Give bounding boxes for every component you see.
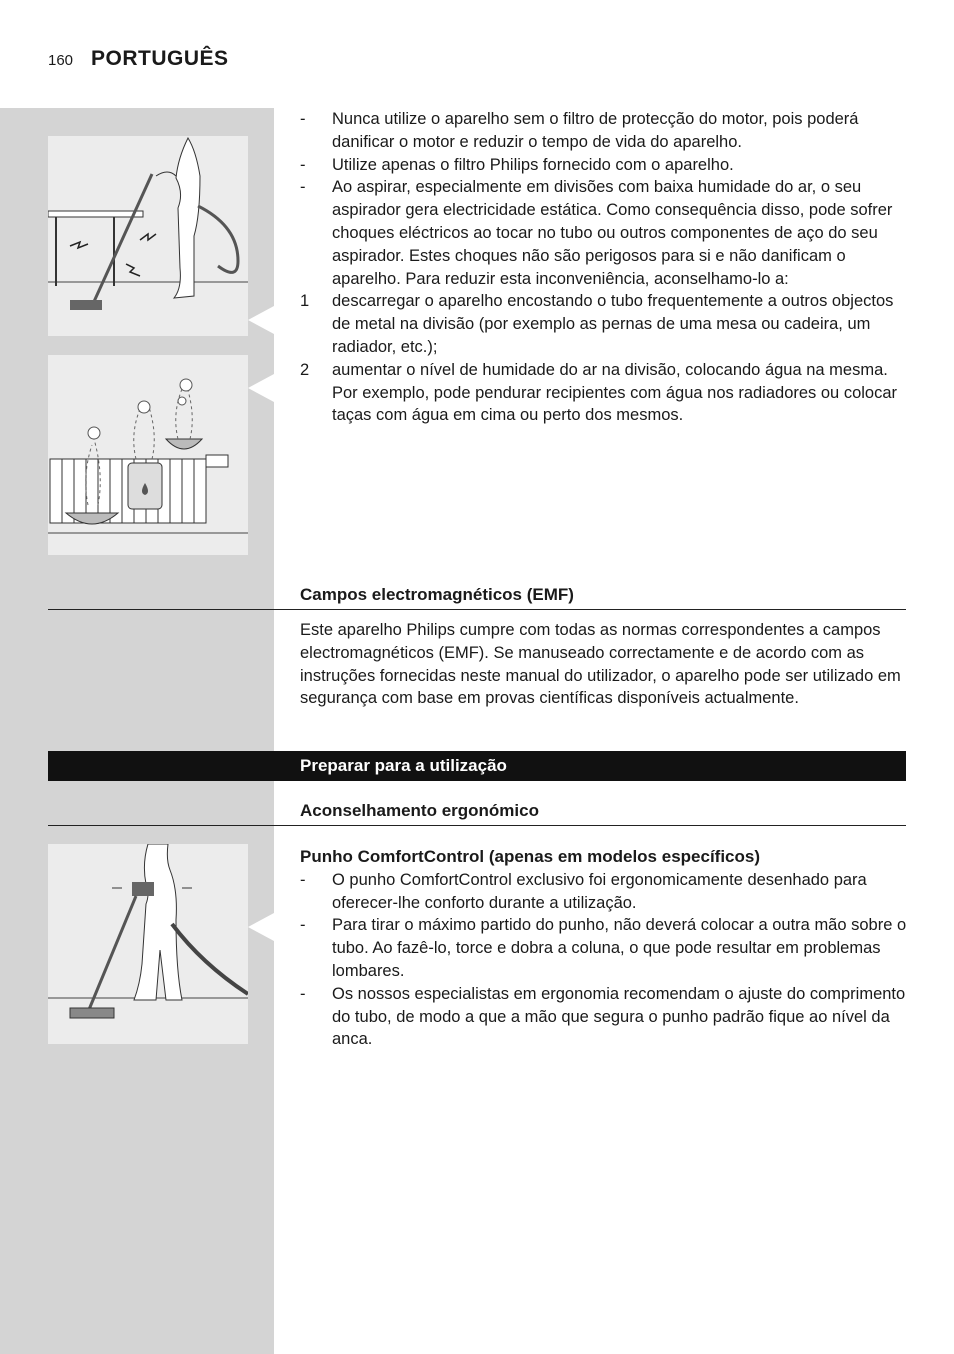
list-item: [300, 176, 908, 290]
list-marker: 2: [300, 360, 310, 379]
list-item: [300, 914, 908, 982]
list-marker: -: [300, 870, 306, 889]
emf-body: Este aparelho Philips cumpre com todas as normas correspondentes a campos electromagnéticos (EMF). Se manuseado correctamente e de acordo com as instruções fornecidas neste manual do utilizador, o aparelho pode ser utilizado em segurança com base em provas científicas disponíveis actualmente.: [300, 621, 901, 708]
list-item-text: descarregar o aparelho encostando o tubo frequentemente a outros objectos de metal na divisão (por exemplo as pernas de uma mesa ou cadeira, um radiador, etc.);: [332, 292, 894, 356]
list-item: [300, 108, 908, 154]
list-item-text: Nunca utilize o aparelho sem o filtro de protecção do motor, pois poderá danificar o motor e reduzir o tempo de vida do aparelho.: [332, 110, 859, 151]
list-marker: 1: [300, 292, 310, 311]
list-marker: -: [300, 916, 306, 935]
section-divider: [48, 825, 906, 826]
illustration-pointer: [248, 374, 274, 407]
illustration-pointer: [248, 306, 274, 339]
list-item-text: Os nossos especialistas em ergonomia recomendam o ajuste do comprimento do tubo, de modo a que a mão que segura o punho padrão fique ao nível da anca.: [332, 984, 906, 1049]
list-item: [300, 290, 908, 358]
list-marker: -: [300, 155, 306, 174]
list-item: [300, 154, 908, 177]
list-item-text: Utilize apenas o filtro Philips fornecido com o aparelho.: [332, 155, 734, 174]
section-banner-title: Preparar para a utilização: [300, 756, 507, 775]
ergonomic-content: [300, 846, 908, 1051]
page-number: 160: [48, 52, 74, 69]
list-marker: -: [300, 178, 306, 197]
illustration-pointer: [248, 913, 274, 946]
emf-heading: Campos electromagnéticos (EMF): [300, 585, 574, 604]
section-banner: [48, 751, 906, 781]
comfortcontrol-handle-illustration: [48, 844, 248, 1044]
list-marker: -: [300, 984, 306, 1003]
list-item-text: Para tirar o máximo partido do punho, não deverá colocar a outra mão sobre o tubo. Ao fazê-lo, torce e dobra a coluna, o que pode resultar em problemas lombares.: [332, 916, 907, 980]
static-shock-vacuum-illustration: [48, 136, 248, 336]
list-marker: -: [300, 110, 306, 128]
list-item: [300, 983, 908, 1051]
radiator-water-bowls-illustration: [48, 355, 248, 555]
ergonomic-heading: Aconselhamento ergonómico: [300, 801, 539, 820]
list-item: [300, 869, 908, 915]
list-item-text: aumentar o nível de humidade do ar na divisão, colocando água na mesma. Por exemplo, pode pendurar recipientes com água nos radiadores ou colocar taças com água em cima ou perto dos mesmos.: [332, 360, 898, 425]
warnings-list: [300, 108, 908, 427]
list-item: [300, 359, 908, 427]
language-title: PORTUGUÊS: [91, 47, 229, 70]
comfortcontrol-subheading: Punho ComfortControl (apenas em modelos específicos): [300, 847, 761, 866]
list-item-text: O punho ComfortControl exclusivo foi ergonomicamente desenhado para oferecer-lhe conforto durante a utilização.: [332, 870, 867, 912]
section-divider: [48, 609, 906, 610]
list-item-text: Ao aspirar, especialmente em divisões com baixa humidade do ar, o seu aspirador gera electricidade estática. Como consequência disso, pode sofrer choques eléctricos ao tocar no tubo ou outros componentes de aço do seu aspirador. Estes choques não são perigosos para si e não danificam o aparelho. Para reduzir esta inconveniência, aconselhamo-lo a:: [332, 178, 893, 288]
